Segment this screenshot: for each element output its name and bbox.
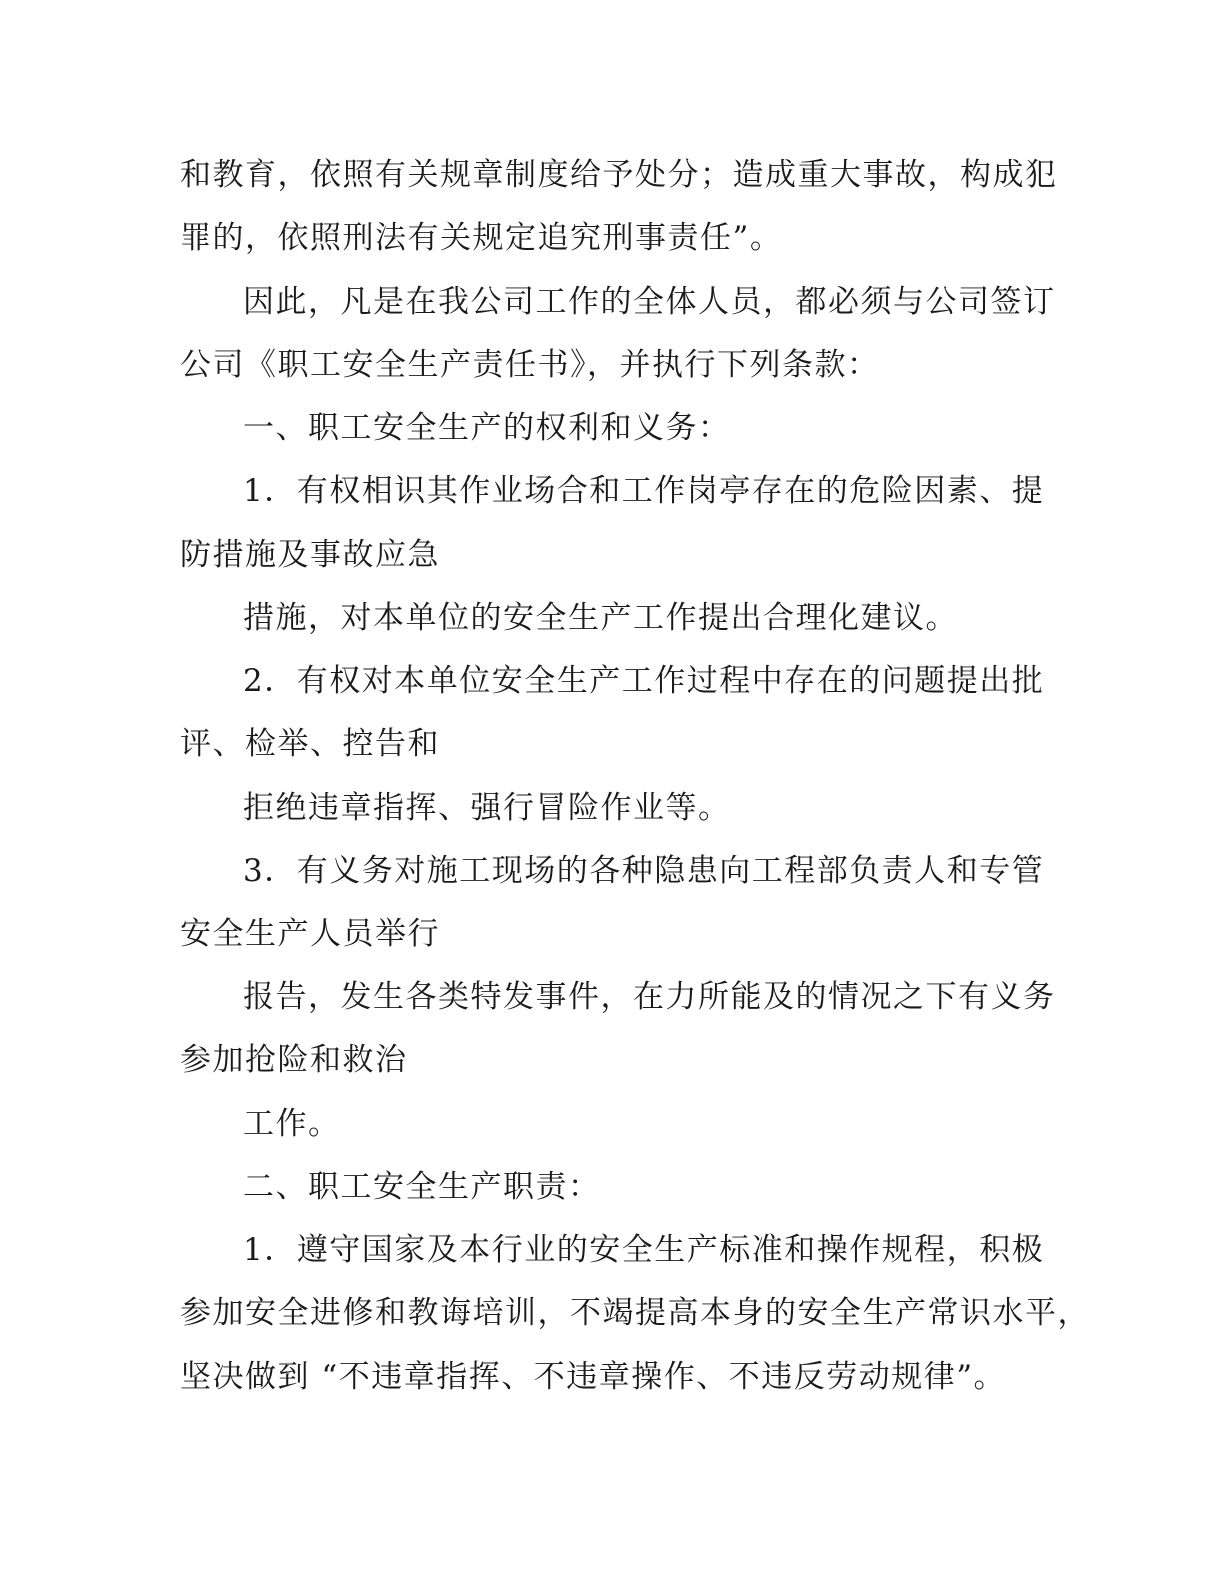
section-heading-rights: 一、职工安全生产的权利和义务： xyxy=(243,410,731,446)
paragraph-first-line: 拒绝违章指挥、强行冒险作业等。 xyxy=(243,790,731,826)
text-line: 罪的，依照刑法有关规定追究刑事责任”。 xyxy=(180,220,783,256)
text-line: 坚决做到 “不违章指挥、不违章操作、不违反劳动规律”。 xyxy=(180,1359,1007,1395)
text-line: 参加抢险和救治 xyxy=(180,1042,408,1078)
list-item-first-line: 1．遵守国家及本行业的安全生产标准和操作规程，积极 xyxy=(243,1232,1045,1268)
paragraph-first-line: 工作。 xyxy=(243,1106,341,1142)
paragraph-first-line: 因此，凡是在我公司工作的全体人员，都必须与公司签订 xyxy=(243,284,1056,320)
list-item-first-line: 1．有权相识其作业场合和工作岗亭存在的危险因素、提 xyxy=(243,473,1045,509)
text-line: 评、检举、控告和 xyxy=(180,726,440,762)
paragraph-first-line: 措施，对本单位的安全生产工作提出合理化建议。 xyxy=(243,600,958,636)
text-line: 安全生产人员举行 xyxy=(180,916,440,952)
section-heading-duties: 二、职工安全生产职责： xyxy=(243,1169,601,1205)
text-line: 防措施及事故应急 xyxy=(180,537,440,573)
text-line: 公司《职工安全生产责任书》，并执行下列条款： xyxy=(180,347,880,383)
list-item-first-line: 3．有义务对施工现场的各种隐患向工程部负责人和专管 xyxy=(243,853,1045,889)
list-item-first-line: 2．有权对本单位安全生产工作过程中存在的问题提出批 xyxy=(243,663,1045,699)
text-line: 参加安全进修和教诲培训，不竭提高本身的安全生产常识水平， xyxy=(180,1295,1090,1331)
text-line: 和教育，依照有关规章制度给予处分；造成重大事故，构成犯 xyxy=(180,157,1058,193)
paragraph-first-line: 报告，发生各类特发事件，在力所能及的情况之下有义务 xyxy=(243,979,1056,1015)
